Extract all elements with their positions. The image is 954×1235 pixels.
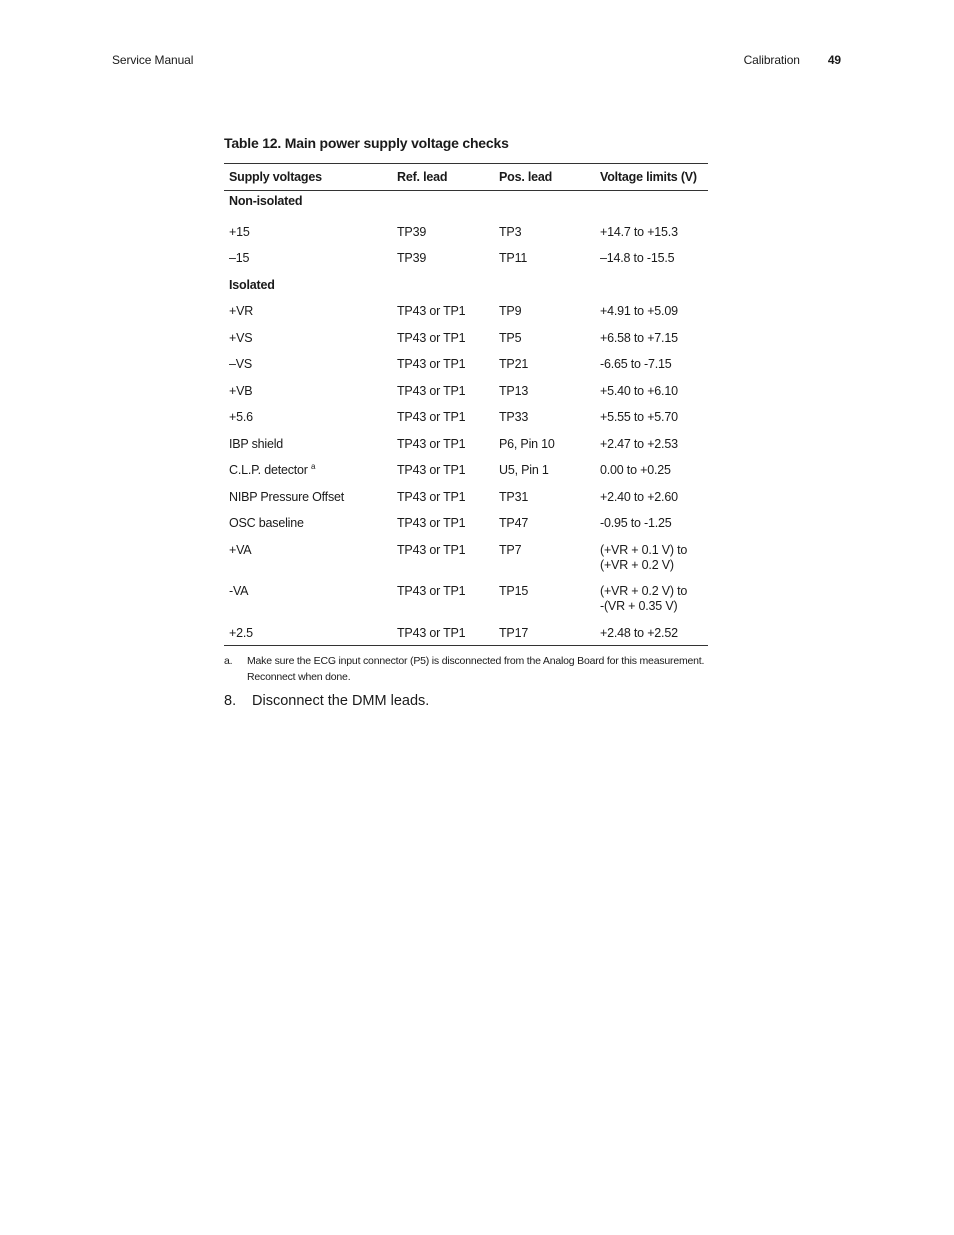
table-row <box>224 324 708 351</box>
table-row <box>224 509 708 536</box>
table-row <box>224 218 708 245</box>
step-number: 8. <box>224 693 237 709</box>
section-label: Non-isolated <box>229 194 303 208</box>
cell-pos: TP17 <box>499 625 529 640</box>
cell-limits: +5.40 to +6.10 <box>600 383 678 398</box>
running-header-right <box>744 53 841 67</box>
table-footnote <box>224 653 714 685</box>
table-title: Table 12. Main power supply voltage checks <box>224 135 509 151</box>
cell-ref: TP43 or TP1 <box>397 542 466 557</box>
table-row <box>224 244 708 271</box>
voltage-checks-table <box>224 163 708 646</box>
cell-limits: +2.40 to +2.60 <box>600 489 678 504</box>
cell-pos: TP5 <box>499 330 522 345</box>
cell-supply: +2.5 <box>229 625 253 640</box>
footnote-text: Make sure the ECG input connector (P5) is disconnected from the Analog Board for this measurement. Reconnect when done. <box>247 655 705 683</box>
table-row <box>224 297 708 324</box>
table-row <box>224 403 708 430</box>
cell-pos: TP13 <box>499 383 529 398</box>
cell-supply: OSC baseline <box>229 516 304 530</box>
footnote-mark: a. <box>224 655 233 667</box>
table-row <box>224 536 708 578</box>
table-row <box>224 377 708 404</box>
cell-limits-line1: (+VR + 0.2 V) to <box>600 584 688 598</box>
cell-limits-line2: -(VR + 0.35 V) <box>600 599 678 613</box>
page-number: 49 <box>827 53 841 67</box>
cell-supply: NIBP Pressure Offset <box>229 489 345 504</box>
column-header-pos-lead: Pos. lead <box>499 170 553 184</box>
cell-limits <box>595 543 708 573</box>
table-row <box>224 577 708 619</box>
table-row <box>224 483 708 510</box>
cell-limits: +6.58 to +7.15 <box>600 330 678 345</box>
cell-pos: TP11 <box>499 251 528 265</box>
cell-ref: TP43 or TP1 <box>397 304 466 318</box>
cell-pos: TP21 <box>499 357 529 371</box>
cell-supply: IBP shield <box>229 436 284 451</box>
table-row <box>224 350 708 377</box>
cell-ref: TP43 or TP1 <box>397 410 466 424</box>
cell-pos: U5, Pin 1 <box>499 463 549 477</box>
cell-limits: +2.47 to +2.53 <box>600 436 678 451</box>
cell-limits: 0.00 to +0.25 <box>600 463 671 477</box>
section-label: Isolated <box>229 277 275 292</box>
cell-ref: TP43 or TP1 <box>397 436 466 451</box>
cell-ref: TP43 or TP1 <box>397 489 466 504</box>
cell-supply: +VA <box>229 542 252 557</box>
cell-pos: TP7 <box>499 542 522 557</box>
cell-pos: TP15 <box>499 584 529 598</box>
procedure-step <box>224 693 429 709</box>
cell-limits: +4.91 to +5.09 <box>600 304 678 318</box>
cell-pos: TP31 <box>499 489 529 504</box>
cell-supply: -VA <box>229 584 249 598</box>
cell-supply-text: C.L.P. detector <box>229 463 312 477</box>
cell-ref: TP43 or TP1 <box>397 625 466 640</box>
cell-ref: TP43 or TP1 <box>397 383 466 398</box>
table-row <box>224 430 708 457</box>
cell-supply: +5.6 <box>229 410 253 424</box>
section-row-non-isolated <box>224 191 708 218</box>
step-text: Disconnect the DMM leads. <box>252 693 430 709</box>
cell-pos: P6, Pin 10 <box>499 436 555 451</box>
cell-limits: +14.7 to +15.3 <box>600 224 678 239</box>
cell-supply: +VR <box>229 304 254 318</box>
column-header-ref-lead: Ref. lead <box>397 170 448 184</box>
footnote-ref: a <box>311 461 316 471</box>
cell-ref: TP43 or TP1 <box>397 463 466 477</box>
cell-supply: –VS <box>229 357 253 371</box>
cell-pos: TP9 <box>499 304 522 318</box>
cell-limits <box>595 584 708 614</box>
cell-limits: +2.48 to +2.52 <box>600 625 678 640</box>
cell-limits: -6.65 to -7.15 <box>600 357 672 371</box>
table-row <box>224 619 708 646</box>
cell-limits: –14.8 to -15.5 <box>600 251 675 265</box>
cell-supply <box>224 463 392 478</box>
section-row-isolated <box>224 271 708 298</box>
cell-limits: +5.55 to +5.70 <box>600 410 678 424</box>
cell-limits-line2: (+VR + 0.2 V) <box>600 557 674 572</box>
cell-pos: TP47 <box>499 516 529 530</box>
cell-ref: TP39 <box>397 224 427 239</box>
cell-ref: TP43 or TP1 <box>397 584 466 598</box>
cell-limits-line1: (+VR + 0.1 V) to <box>600 542 688 557</box>
cell-supply: +VB <box>229 383 253 398</box>
cell-pos: TP33 <box>499 410 529 424</box>
cell-supply: +VS <box>229 330 253 345</box>
cell-pos: TP3 <box>499 224 522 239</box>
cell-supply: –15 <box>229 251 250 265</box>
cell-ref: TP43 or TP1 <box>397 516 466 530</box>
running-header-title: Service Manual <box>112 53 194 67</box>
table-row <box>224 456 708 483</box>
cell-limits: -0.95 to -1.25 <box>600 516 672 530</box>
cell-ref: TP39 <box>397 251 427 265</box>
section-name: Calibration <box>743 53 800 67</box>
table-header-row <box>224 164 708 191</box>
cell-ref: TP43 or TP1 <box>397 330 466 345</box>
cell-supply: +15 <box>229 224 250 239</box>
cell-ref: TP43 or TP1 <box>397 357 466 371</box>
column-header-voltage-limits: Voltage limits (V) <box>600 170 697 184</box>
column-header-supply: Supply voltages <box>229 170 322 184</box>
